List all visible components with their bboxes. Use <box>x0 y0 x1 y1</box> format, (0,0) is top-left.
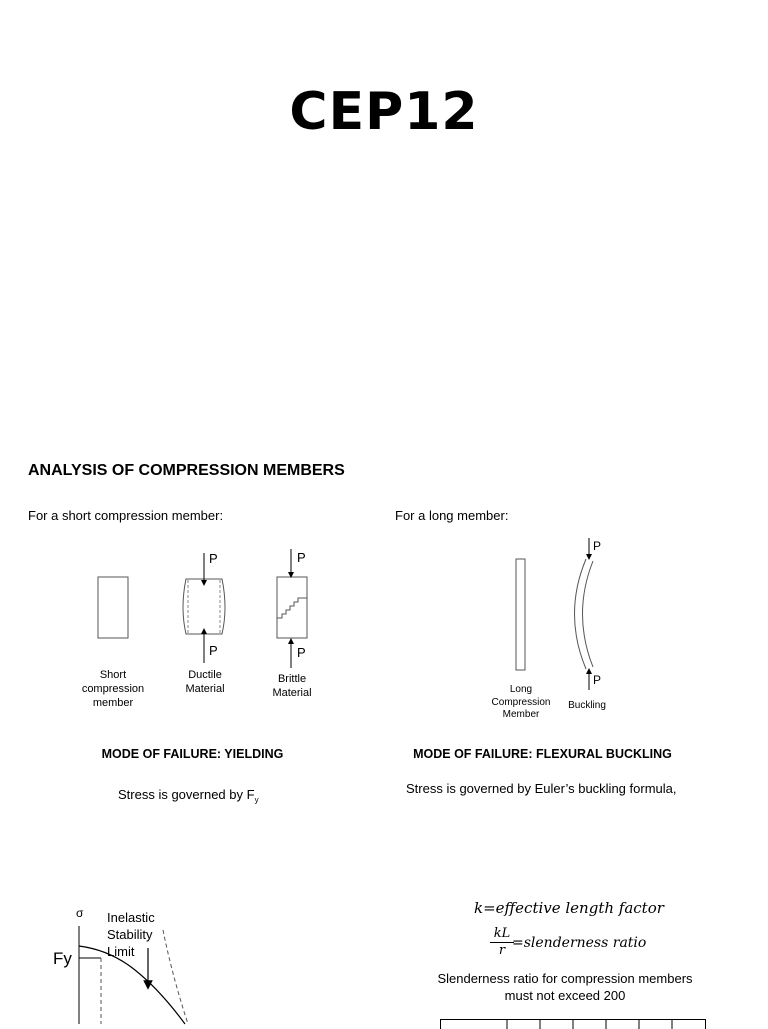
euler-curve-dashed <box>163 930 188 1024</box>
caption-buckling: Buckling <box>568 700 606 711</box>
annotation-line3: Limit <box>107 944 135 959</box>
load-label-p: P <box>593 539 602 553</box>
fy-subscript: y <box>254 795 259 805</box>
long-member-intro: For a long member: <box>395 508 509 523</box>
fraction-numerator: kL <box>490 926 514 943</box>
short-member-intro: For a short compression member: <box>28 508 224 523</box>
load-label-p: P <box>209 643 218 658</box>
page-title: CEP12 <box>289 82 479 142</box>
effective-length-formula: k=effective length factor <box>474 899 664 917</box>
fy-label: Fy <box>53 949 72 968</box>
fraction-denominator: r <box>498 943 506 958</box>
load-label-p: P <box>297 550 306 565</box>
caption-ductile: Ductile Material <box>185 669 225 695</box>
slenderness-ratio-label: =slenderness ratio <box>512 935 647 951</box>
stress-yield-label: Stress is governed by F <box>118 787 255 802</box>
load-label-p: P <box>297 645 306 660</box>
slenderness-limit-line2: must not exceed 200 <box>504 988 626 1003</box>
slenderness-limit-line1: Slenderness ratio for compression members <box>437 971 693 986</box>
section-heading: ANALYSIS OF COMPRESSION MEMBERS <box>28 462 345 479</box>
inelastic-stability-label <box>107 909 155 960</box>
caption-short-member: Short compression member <box>81 669 145 709</box>
annotation-line2: Stability <box>107 927 153 942</box>
caption-brittle: Brittle Material <box>272 673 312 699</box>
sigma-label: σ <box>76 906 84 920</box>
annotation-line1: Inelastic <box>107 910 155 925</box>
caption-long-member: Long Compression Member <box>491 684 551 720</box>
mode-of-failure-buckling: MODE OF FAILURE: FLEXURAL BUCKLING <box>413 747 672 761</box>
load-label-p: P <box>593 673 602 687</box>
mode-of-failure-yielding: MODE OF FAILURE: YIELDING <box>101 747 284 761</box>
load-label-p: P <box>209 551 218 566</box>
stress-euler-text: Stress is governed by Euler’s buckling formula, <box>406 781 677 796</box>
